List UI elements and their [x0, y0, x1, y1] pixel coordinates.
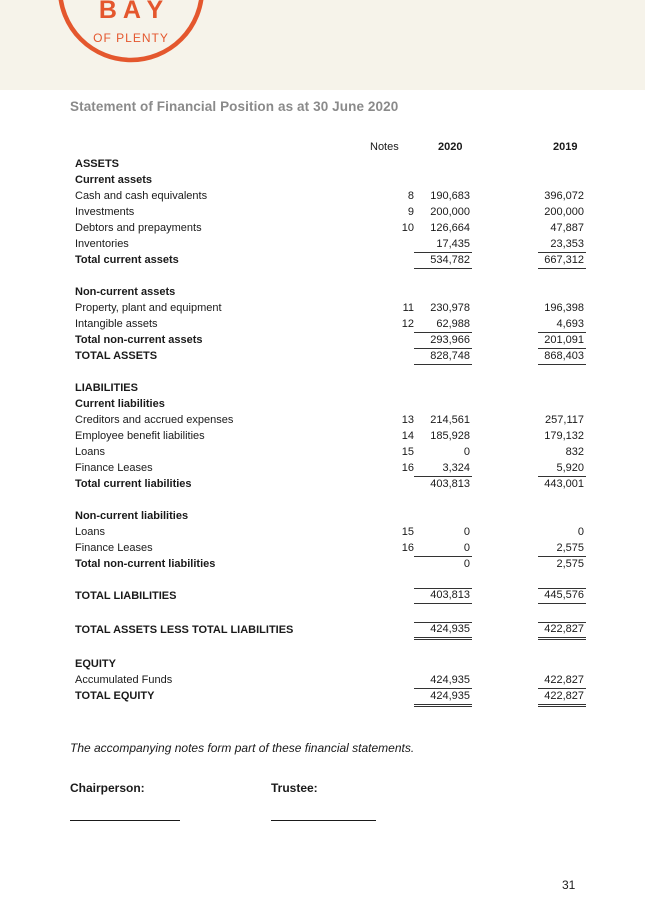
table-row: [0, 689, 645, 705]
row-label: Creditors and accrued expenses: [75, 414, 234, 426]
row-label: Finance Leases: [75, 462, 153, 474]
row-label: TOTAL LIABILITIES: [75, 590, 177, 602]
value-2019: 422,827: [538, 674, 586, 689]
value-2020: 230,978: [430, 302, 470, 314]
table-row: [0, 221, 645, 237]
table-row: [0, 349, 645, 365]
value-2019: 2,575: [556, 558, 584, 570]
row-label: ASSETS: [75, 158, 120, 170]
table-row: [0, 333, 645, 349]
value-2020: 424,935: [414, 674, 472, 689]
row-label: Intangible assets: [75, 318, 158, 330]
row-label: Employee benefit liabilities: [75, 430, 205, 442]
value-2020: 17,435: [414, 238, 472, 253]
value-2020: 190,683: [430, 190, 470, 202]
value-2020: 0: [463, 526, 470, 538]
row-label: Current liabilities: [75, 398, 165, 410]
value-2019: 257,117: [545, 414, 584, 426]
value-2019: 47,887: [550, 222, 584, 234]
value-2020: 828,748: [414, 350, 472, 365]
table-row: [0, 301, 645, 317]
value-2019: 4,693: [538, 318, 586, 333]
value-2020: 185,928: [430, 430, 470, 442]
footnote: The accompanying notes form part of these financial statements.: [70, 741, 415, 755]
table-row: [0, 381, 645, 397]
value-2020: 0: [414, 542, 472, 557]
value-2020: 403,813: [414, 588, 472, 604]
table-row: [0, 157, 645, 173]
row-label: TOTAL ASSETS LESS TOTAL LIABILITIES: [75, 624, 294, 636]
value-2019: 396,072: [544, 190, 584, 202]
value-2020: 214,561: [430, 414, 470, 426]
table-row: [0, 189, 645, 205]
value-2019: 179,132: [544, 430, 584, 442]
row-note: 14: [401, 430, 414, 442]
row-note: 11: [402, 302, 414, 314]
table-row: [0, 429, 645, 445]
bay-of-plenty-logo: [56, 0, 206, 64]
table-row: [0, 557, 645, 573]
chairperson-signature-line: [70, 820, 180, 821]
value-2019: 196,398: [544, 302, 584, 314]
value-2020: 424,935: [414, 690, 472, 707]
row-label: LIABILITIES: [75, 382, 138, 394]
value-2020: 403,813: [430, 478, 470, 490]
year-2019-header: 2019: [553, 141, 578, 153]
table-row: [0, 173, 645, 189]
year-2020-header: 2020: [438, 141, 463, 153]
value-2019: 868,403: [538, 350, 586, 365]
row-label: Total non-current assets: [75, 334, 203, 346]
row-label: TOTAL EQUITY: [75, 690, 155, 702]
table-row: [0, 509, 645, 525]
value-2020: 424,935: [414, 622, 472, 640]
table-row: [0, 623, 645, 639]
value-2020: 3,324: [414, 462, 472, 477]
notes-header: Notes: [370, 141, 399, 153]
value-2020: 0: [463, 446, 470, 458]
value-2020: 293,966: [414, 334, 472, 349]
logo-subtitle: OF PLENTY: [93, 31, 169, 45]
row-note: 9: [407, 206, 414, 218]
row-label: Non-current assets: [75, 286, 176, 298]
value-2019: 422,827: [538, 690, 586, 707]
row-label: Total current liabilities: [75, 478, 192, 490]
row-note: 15: [401, 526, 414, 538]
value-2020: 62,988: [414, 318, 472, 333]
row-label: Current assets: [75, 174, 153, 186]
row-label: TOTAL ASSETS: [75, 350, 158, 362]
row-label: Investments: [75, 206, 135, 218]
table-row: [0, 477, 645, 493]
row-note: 16: [401, 462, 414, 474]
logo-wordmark: B A Y: [98, 0, 164, 24]
row-label: Non-current liabilities: [75, 510, 189, 522]
table-row: [0, 205, 645, 221]
value-2019: 201,091: [538, 334, 586, 349]
value-2020: 126,664: [430, 222, 470, 234]
row-label: Cash and cash equivalents: [75, 190, 208, 202]
row-label: Debtors and prepayments: [75, 222, 202, 234]
table-row: [0, 413, 645, 429]
row-label: Inventories: [75, 238, 129, 250]
value-2020: 0: [463, 558, 470, 570]
table-row: [0, 673, 645, 689]
value-2019: 443,001: [544, 478, 584, 490]
row-label: Property, plant and equipment: [75, 302, 222, 314]
row-note: 8: [407, 190, 414, 202]
table-row: [0, 237, 645, 253]
table-row: [0, 461, 645, 477]
row-label: Loans: [75, 526, 105, 538]
value-2020: 200,000: [430, 206, 470, 218]
value-2019: 200,000: [544, 206, 584, 218]
table-row: [0, 525, 645, 541]
table-row: [0, 317, 645, 333]
value-2019: 23,353: [538, 238, 586, 253]
value-2019: 445,576: [538, 588, 586, 604]
table-row: [0, 445, 645, 461]
row-label: Finance Leases: [75, 542, 153, 554]
row-label: Total non-current liabilities: [75, 558, 216, 570]
value-2019: 667,312: [538, 254, 586, 269]
row-note: 16: [401, 542, 414, 554]
table-row: [0, 397, 645, 413]
value-2019: 2,575: [538, 542, 586, 557]
table-row: [0, 285, 645, 301]
value-2019: 0: [577, 526, 584, 538]
table-row: [0, 589, 645, 605]
table-row: [0, 541, 645, 557]
row-label: Total current assets: [75, 254, 179, 266]
row-label: EQUITY: [75, 658, 116, 670]
value-2019: 5,920: [538, 462, 586, 477]
statement-title: Statement of Financial Position as at 30 June 2020: [70, 99, 399, 114]
chairperson-label: Chairperson:: [70, 781, 145, 795]
value-2019: 422,827: [538, 622, 586, 640]
trustee-signature-line: [271, 820, 376, 821]
row-label: Loans: [75, 446, 105, 458]
row-note: 10: [401, 222, 414, 234]
value-2020: 534,782: [414, 254, 472, 269]
trustee-label: Trustee:: [271, 781, 318, 795]
value-2019: 832: [565, 446, 584, 458]
row-note: 15: [401, 446, 414, 458]
row-note: 12: [401, 318, 414, 330]
row-note: 13: [401, 414, 414, 426]
table-row: [0, 657, 645, 673]
page-number: 31: [562, 878, 576, 892]
row-label: Accumulated Funds: [75, 674, 173, 686]
table-row: [0, 253, 645, 269]
